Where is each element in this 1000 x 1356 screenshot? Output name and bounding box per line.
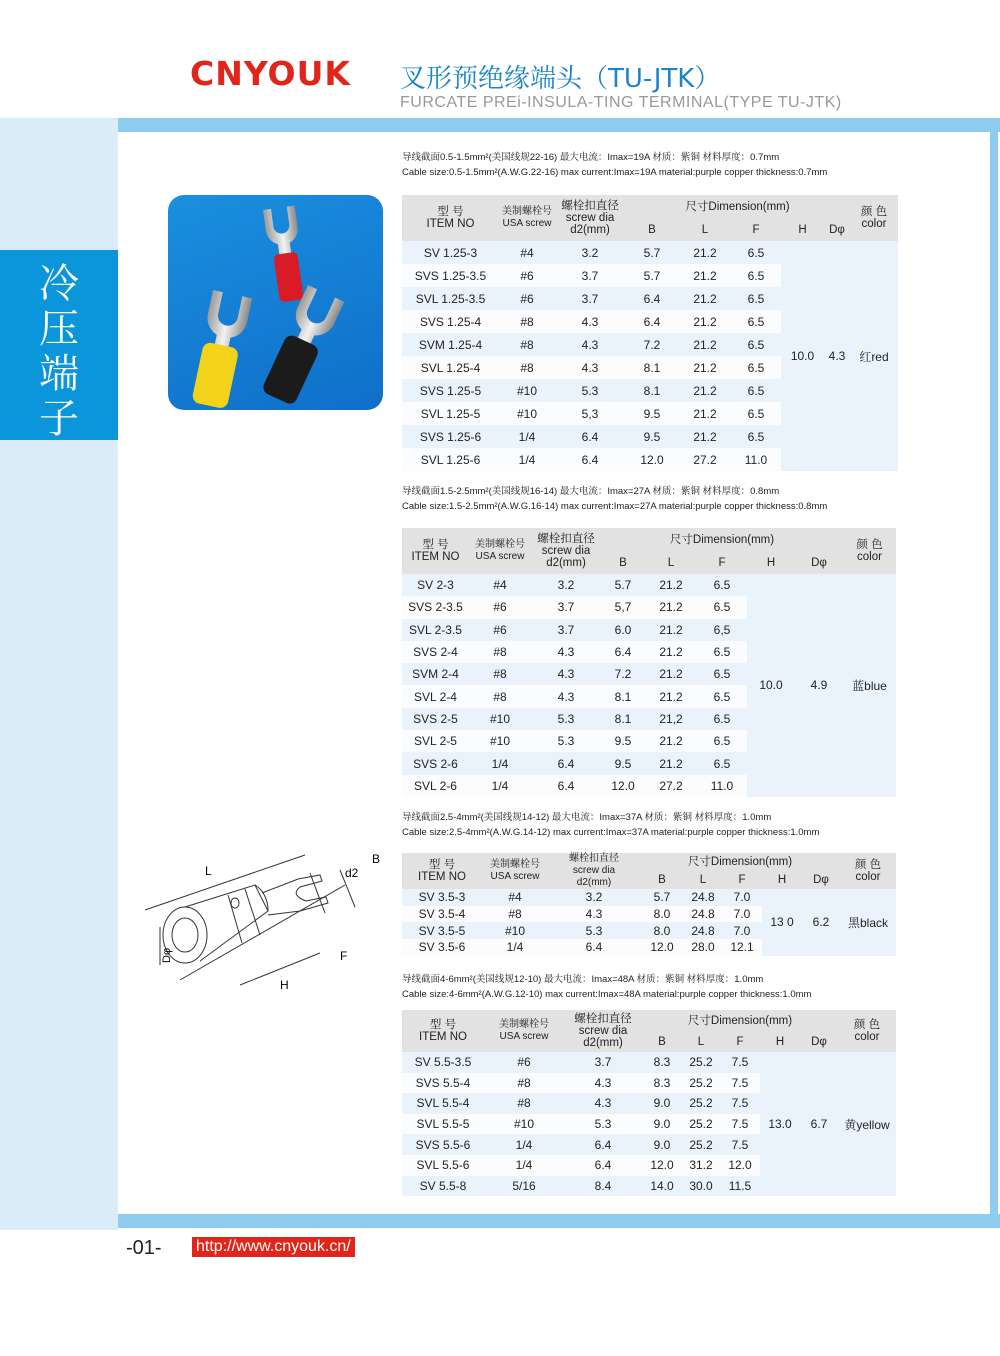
col-b: B: [640, 872, 684, 889]
table-cell: SVL 2-4: [402, 685, 469, 707]
table-cell: 5/16: [484, 1176, 564, 1197]
table-cell: 7.0: [722, 889, 762, 906]
table-2-body: [402, 574, 896, 797]
table-cell: SVS 5.5-4: [402, 1073, 484, 1094]
table-cell: #8: [499, 310, 555, 333]
col-dia: 螺栓扣直径 screw dia d2(mm): [555, 195, 625, 241]
table-cell: SVL 5.5-5: [402, 1114, 484, 1135]
table-cell: 21.2: [679, 287, 731, 310]
col-l: L: [682, 1032, 720, 1052]
table-cell: #10: [469, 708, 531, 730]
table-row: [402, 574, 896, 596]
table-cell: #8: [499, 356, 555, 379]
table-cell: #6: [499, 264, 555, 287]
table-cell: 6.5: [697, 641, 747, 663]
note-en: Cable size:2.5-4mm²(A.W.G.14-12) max current:Imax=37A material:purple copper thickness:1.0mm: [402, 827, 820, 838]
table-cell: 3.7: [531, 619, 601, 641]
col-color: 颜 色 color: [850, 195, 898, 241]
table-cell: 7.0: [722, 906, 762, 923]
table-cell: #6: [499, 287, 555, 310]
diagram-label-d2: d2: [345, 866, 359, 880]
col-screw: 美制螺栓号 USA screw: [499, 195, 555, 241]
table-cell: 6.5: [731, 379, 781, 402]
table-cell: 6,5: [697, 619, 747, 641]
table-cell: 9.0: [642, 1134, 682, 1155]
note-en: Cable size:4-6mm²(A.W.G.12-10) max current:Imax=48A material:purple copper thickness:1.0mm: [402, 989, 812, 1000]
table-cell: 3.2: [531, 574, 601, 596]
terminal-drawing-icon: [140, 845, 390, 995]
col-item: 型 号 ITEM NO: [402, 853, 482, 889]
col-h: H: [760, 1032, 800, 1052]
table-cell: #6: [469, 596, 531, 618]
table-cell: 5.3: [531, 708, 601, 730]
col-item: 型 号 ITEM NO: [402, 195, 499, 241]
spec-table-1: [402, 195, 898, 471]
col-dimension: 尺寸Dimension(mm): [625, 195, 850, 219]
table-cell: SVL 2-5: [402, 730, 469, 752]
table-cell: 9.0: [642, 1114, 682, 1135]
table-cell: 9.5: [601, 730, 645, 752]
table-cell: 4.3: [555, 310, 625, 333]
table-cell: 6.5: [697, 596, 747, 618]
note-cn: 导线截面2.5-4mm²(美国线规14-12) 最大电流：Imax=37A 材质：紫铜 材料厚度：1.0mm: [402, 812, 772, 823]
spec-table-4: [402, 1010, 896, 1196]
dimension-diagram: [140, 845, 390, 995]
table-cell: #4: [499, 241, 555, 264]
col-d: Dφ: [824, 219, 850, 241]
merged-color-cell: 蓝blue: [843, 574, 896, 797]
merged-h-cell: 10.0: [747, 574, 795, 797]
header-rule: [118, 118, 1000, 132]
spec-table-3: [402, 853, 896, 956]
table-cell: SVS 1.25-6: [402, 425, 499, 448]
table-cell: 6.4: [555, 448, 625, 471]
col-h: H: [762, 872, 802, 889]
col-color: 颜 色 color: [840, 853, 896, 889]
table-cell: 6.5: [731, 310, 781, 333]
table-cell: 12.0: [625, 448, 679, 471]
table-cell: 30.0: [682, 1176, 720, 1197]
merged-h-cell: 13 0: [762, 889, 802, 956]
table-cell: SVL 1.25-4: [402, 356, 499, 379]
table-cell: 6.4: [555, 425, 625, 448]
table-cell: #10: [482, 922, 548, 939]
table-cell: 3.7: [555, 264, 625, 287]
table-cell: #8: [499, 333, 555, 356]
table-cell: SVL 2-3.5: [402, 619, 469, 641]
col-l: L: [645, 552, 697, 574]
table-cell: 5.3: [548, 922, 640, 939]
note-en: Cable size:1.5-2.5mm²(A.W.G.16-14) max current:Imax=27A material:purple copper thickness:0.8mm: [402, 501, 828, 512]
table-cell: 25.2: [682, 1073, 720, 1094]
table-cell: 8.3: [642, 1073, 682, 1094]
table-cell: 5.3: [531, 730, 601, 752]
table-cell: 25.2: [682, 1114, 720, 1135]
table-cell: 21.2: [645, 752, 697, 774]
table-cell: #6: [484, 1052, 564, 1073]
table-cell: 1/4: [499, 425, 555, 448]
col-screw: 美制螺栓号 USA screw: [469, 528, 531, 574]
table-cell: SVL 1.25-5: [402, 402, 499, 425]
col-f: F: [720, 1032, 760, 1052]
table-cell: 7.5: [720, 1114, 760, 1135]
note-en: Cable size:0.5-1.5mm²(A.W.G.22-16) max current:Imax=19A material:purple copper thickness:0.7mm: [402, 167, 828, 178]
spec-note-3: [402, 810, 819, 840]
table-cell: 21.2: [645, 574, 697, 596]
table-cell: 24.8: [684, 922, 722, 939]
col-item: 型 号 ITEM NO: [402, 528, 469, 574]
col-color: 颜 色 color: [843, 528, 896, 574]
col-screw: 美制螺栓号 USA screw: [482, 853, 548, 889]
table-cell: 3.2: [548, 889, 640, 906]
table-cell: 4.3: [531, 663, 601, 685]
table-cell: 6.5: [731, 287, 781, 310]
diagram-label-l: L: [205, 864, 212, 878]
diagram-label-f: F: [340, 949, 348, 963]
table-cell: 9.0: [642, 1093, 682, 1114]
table-cell: 31.2: [682, 1155, 720, 1176]
merged-h-cell: 10.0: [781, 241, 824, 471]
table-cell: 12.0: [642, 1155, 682, 1176]
table-cell: #4: [482, 889, 548, 906]
table-cell: 8.3: [642, 1052, 682, 1073]
table-cell: SVS 2-3.5: [402, 596, 469, 618]
side-char: 子: [39, 396, 79, 442]
table-cell: 6.5: [731, 356, 781, 379]
table-cell: 7.2: [601, 663, 645, 685]
table-cell: 21.2: [645, 663, 697, 685]
table-cell: 25.2: [682, 1052, 720, 1073]
table-cell: 11.0: [697, 775, 747, 797]
table-cell: 25.2: [682, 1134, 720, 1155]
product-photo: [168, 195, 383, 410]
table-cell: #8: [469, 663, 531, 685]
table-cell: 1/4: [482, 939, 548, 956]
table-cell: SV 3.5-6: [402, 939, 482, 956]
table-cell: SVL 1.25-6: [402, 448, 499, 471]
table-cell: 5,7: [601, 596, 645, 618]
table-cell: SVS 1.25-4: [402, 310, 499, 333]
table-cell: 21.2: [679, 356, 731, 379]
table-cell: 21.2: [679, 333, 731, 356]
table-cell: #10: [499, 402, 555, 425]
table-cell: 3.7: [531, 596, 601, 618]
table-cell: SVS 1.25-5: [402, 379, 499, 402]
table-cell: 5.7: [601, 574, 645, 596]
terminal-photo-icon: [168, 195, 383, 410]
table-cell: 1/4: [484, 1155, 564, 1176]
table-cell: 3.2: [555, 241, 625, 264]
table-cell: 8.1: [601, 708, 645, 730]
table-cell: #6: [469, 619, 531, 641]
merged-d-cell: 4.3: [824, 241, 850, 471]
table-cell: #8: [484, 1073, 564, 1094]
diagram-label-h: H: [280, 978, 289, 992]
table-cell: 9.5: [601, 752, 645, 774]
table-cell: 21.2: [645, 730, 697, 752]
table-cell: 7.5: [720, 1052, 760, 1073]
table-cell: 9.5: [625, 425, 679, 448]
table-cell: 1/4: [469, 775, 531, 797]
table-cell: SVL 2-6: [402, 775, 469, 797]
table-cell: 8.1: [601, 685, 645, 707]
table-cell: SVM 1.25-4: [402, 333, 499, 356]
table-cell: #10: [484, 1114, 564, 1135]
table-cell: 25.2: [682, 1093, 720, 1114]
spec-note-2: [402, 484, 827, 514]
table-cell: 1/4: [499, 448, 555, 471]
page-title-cn: 叉形预绝缘端头（TU-JTK）: [400, 64, 721, 94]
table-cell: SV 3.5-4: [402, 906, 482, 923]
table-cell: 21.2: [645, 641, 697, 663]
table-cell: 8.4: [564, 1176, 642, 1197]
table-row: [402, 889, 896, 906]
table-cell: 8.1: [625, 379, 679, 402]
left-side-band: [0, 0, 118, 1230]
table-cell: 7.0: [722, 922, 762, 939]
table-cell: 7.5: [720, 1073, 760, 1094]
table-cell: 6.4: [531, 752, 601, 774]
table-cell: 4.3: [555, 356, 625, 379]
table-cell: 5.3: [564, 1114, 642, 1135]
table-cell: #8: [469, 641, 531, 663]
table-cell: 6.4: [548, 939, 640, 956]
side-char: 压: [39, 306, 79, 352]
col-dimension: 尺寸Dimension(mm): [601, 528, 843, 552]
table-cell: 6.5: [697, 752, 747, 774]
merged-h-cell: 13.0: [760, 1052, 800, 1196]
table-cell: 27.2: [679, 448, 731, 471]
table-cell: 12.0: [601, 775, 645, 797]
table-cell: 6.5: [697, 663, 747, 685]
diagram-label-b: B: [372, 852, 381, 866]
side-char: 冷: [39, 261, 79, 307]
merged-d-cell: 6.2: [802, 889, 840, 956]
col-h: H: [747, 552, 795, 574]
table-cell: SVS 2-4: [402, 641, 469, 663]
table-row: [402, 241, 898, 264]
table-cell: 6.4: [625, 287, 679, 310]
table-cell: 21,2: [645, 708, 697, 730]
table-cell: 6.4: [625, 310, 679, 333]
merged-d-cell: 4.9: [795, 574, 843, 797]
table-cell: 21.2: [679, 310, 731, 333]
table-cell: SVL 5.5-4: [402, 1093, 484, 1114]
table-cell: 21.2: [645, 596, 697, 618]
col-d: Dφ: [795, 552, 843, 574]
table-cell: 21.2: [679, 241, 731, 264]
page-title-en: FURCATE PREi-INSULA-TING TERMINAL(TYPE TU-JTK): [400, 94, 842, 111]
table-cell: #8: [469, 685, 531, 707]
table-cell: 21.2: [679, 379, 731, 402]
table-cell: 8.1: [625, 356, 679, 379]
table-cell: 9.5: [625, 402, 679, 425]
col-dia: 螺栓扣直径 screw dia d2(mm): [548, 853, 640, 889]
table-cell: 11.0: [731, 448, 781, 471]
table-cell: 5.7: [625, 264, 679, 287]
spec-table-2: [402, 528, 896, 797]
table-cell: 27.2: [645, 775, 697, 797]
table-cell: 6.4: [564, 1134, 642, 1155]
table-cell: 6.5: [697, 730, 747, 752]
table-cell: 21.2: [645, 685, 697, 707]
table-cell: 7.5: [720, 1134, 760, 1155]
table-cell: 6.5: [731, 241, 781, 264]
col-color: 颜 色 color: [838, 1010, 896, 1052]
table-row: [402, 1052, 896, 1073]
table-cell: 12.0: [720, 1155, 760, 1176]
table-cell: #8: [484, 1093, 564, 1114]
table-cell: 24.8: [684, 889, 722, 906]
table-cell: 21.2: [679, 425, 731, 448]
table-cell: 1/4: [484, 1134, 564, 1155]
spec-note-1: [402, 150, 827, 180]
table-cell: SVL 5.5-6: [402, 1155, 484, 1176]
table-cell: 4.3: [531, 641, 601, 663]
spec-note-4: [402, 972, 811, 1002]
merged-d-cell: 6.7: [800, 1052, 838, 1196]
col-dia: 螺栓扣直径 screw dia d2(mm): [564, 1010, 642, 1052]
table-cell: 4.3: [555, 333, 625, 356]
table-cell: #10: [469, 730, 531, 752]
bottom-rule: [118, 1214, 1000, 1228]
table-cell: 6.5: [697, 685, 747, 707]
table-cell: SV 3.5-3: [402, 889, 482, 906]
merged-color-cell: 红red: [850, 241, 898, 471]
table-cell: 5.7: [625, 241, 679, 264]
col-f: F: [731, 219, 781, 241]
col-dimension: 尺寸Dimension(mm): [642, 1010, 838, 1032]
table-cell: SV 2-3: [402, 574, 469, 596]
col-f: F: [697, 552, 747, 574]
table-4-body: [402, 1052, 896, 1196]
note-cn: 导线截面4-6mm²(美国线规12-10) 最大电流：Imax=48A 材质：紫铜 材料厚度：1.0mm: [402, 974, 764, 985]
table-1-body: [402, 241, 898, 471]
table-cell: SV 3.5-5: [402, 922, 482, 939]
table-cell: #8: [482, 906, 548, 923]
col-f: F: [722, 872, 762, 889]
col-dimension: 尺寸Dimension(mm): [640, 853, 840, 872]
col-l: L: [684, 872, 722, 889]
left-top-corner: [0, 0, 118, 118]
table-cell: 3.7: [555, 287, 625, 310]
table-cell: SVL 1.25-3.5: [402, 287, 499, 310]
page-number: -01-: [126, 1237, 162, 1259]
col-screw: 美制螺栓号 USA screw: [484, 1010, 564, 1052]
side-char: 端: [39, 351, 79, 397]
table-cell: 6.5: [697, 574, 747, 596]
table-cell: 14.0: [642, 1176, 682, 1197]
table-cell: 8.0: [640, 922, 684, 939]
table-cell: 4.3: [564, 1093, 642, 1114]
table-cell: 5.3: [555, 379, 625, 402]
table-cell: 4.3: [548, 906, 640, 923]
note-cn: 导线截面0.5-1.5mm²(美国线规22-16) 最大电流：Imax=19A 材质：紫铜 材料厚度：0.7mm: [402, 152, 780, 163]
table-cell: 12.0: [640, 939, 684, 956]
table-cell: SVM 2-4: [402, 663, 469, 685]
table-cell: 7.2: [625, 333, 679, 356]
side-category-label: [0, 250, 118, 440]
col-l: L: [679, 219, 731, 241]
table-cell: #4: [469, 574, 531, 596]
table-cell: 5,3: [555, 402, 625, 425]
col-b: B: [642, 1032, 682, 1052]
table-cell: SVS 5.5-6: [402, 1134, 484, 1155]
table-cell: 6.5: [731, 333, 781, 356]
website-link[interactable]: http://www.cnyouk.cn/: [192, 1237, 355, 1257]
table-cell: 8.0: [640, 906, 684, 923]
table-cell: 5.7: [640, 889, 684, 906]
table-cell: 7.5: [720, 1093, 760, 1114]
table-cell: 11.5: [720, 1176, 760, 1197]
table-cell: SVS 1.25-3.5: [402, 264, 499, 287]
merged-color-cell: 黄yellow: [838, 1052, 896, 1196]
table-cell: 6.0: [601, 619, 645, 641]
table-cell: 24.8: [684, 906, 722, 923]
table-3-body: [402, 889, 896, 956]
table-cell: 21.2: [645, 619, 697, 641]
table-cell: 28.0: [684, 939, 722, 956]
table-cell: 6.4: [601, 641, 645, 663]
table-cell: SV 5.5-3.5: [402, 1052, 484, 1073]
table-cell: 6.5: [697, 708, 747, 730]
table-cell: 1/4: [469, 752, 531, 774]
table-cell: SV 5.5-8: [402, 1176, 484, 1197]
diagram-label-d: Dφ: [161, 947, 173, 963]
col-dia: 螺栓扣直径 screw dia d2(mm): [531, 528, 601, 574]
col-b: B: [625, 219, 679, 241]
col-h: H: [781, 219, 824, 241]
table-cell: 4.3: [531, 685, 601, 707]
table-cell: 3.7: [564, 1052, 642, 1073]
table-cell: 6.5: [731, 402, 781, 425]
table-cell: 6.5: [731, 264, 781, 287]
table-cell: SV 1.25-3: [402, 241, 499, 264]
col-d: Dφ: [802, 872, 840, 889]
col-item: 型 号 ITEM NO: [402, 1010, 484, 1052]
table-cell: 6.5: [731, 425, 781, 448]
table-cell: 21.2: [679, 264, 731, 287]
note-cn: 导线截面1.5-2.5mm²(美国线规16-14) 最大电流：Imax=27A 材质：紫铜 材料厚度：0.8mm: [402, 486, 780, 497]
table-cell: 4.3: [564, 1073, 642, 1094]
table-cell: 6.4: [564, 1155, 642, 1176]
table-cell: 21.2: [679, 402, 731, 425]
merged-color-cell: 黑black: [840, 889, 896, 956]
table-cell: #10: [499, 379, 555, 402]
col-d: Dφ: [800, 1032, 838, 1052]
table-cell: SVS 2-6: [402, 752, 469, 774]
table-cell: 12.1: [722, 939, 762, 956]
col-b: B: [601, 552, 645, 574]
brand-logo: CNYOUK: [190, 54, 351, 93]
table-cell: 6.4: [531, 775, 601, 797]
table-cell: SVS 2-5: [402, 708, 469, 730]
